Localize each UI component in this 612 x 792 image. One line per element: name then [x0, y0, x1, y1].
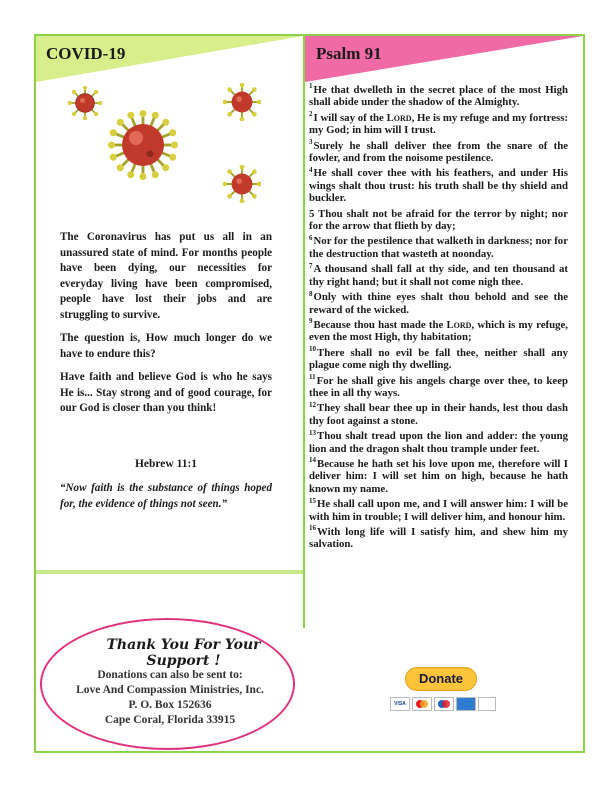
virus-icon: [223, 83, 261, 121]
verse-number: 12: [309, 400, 316, 409]
verse-text: Surely he shall deliver thee from the snare of the fowler, and from the noisome pestilence.: [309, 139, 568, 165]
verse-text: He shall cover thee with his feathers, and under His wings shalt thou trust: his truth shall be thy shield and buckler.: [309, 167, 568, 205]
psalm-verse: [309, 430, 568, 455]
psalm-verse: [309, 526, 568, 551]
psalm-verse: [309, 458, 568, 495]
verse-text: 5 Thou shalt not be afraid for the terror by night; nor for the arrow that flieth by day;: [309, 207, 568, 233]
verse-text: I will say of the: [313, 111, 387, 124]
verse-lord: Lord: [446, 318, 472, 331]
virus-icon: [223, 165, 261, 203]
verse-text: They shall bear thee up in their hands, lest thou dash thy foot against a stone.: [309, 402, 568, 427]
psalm-verse: [309, 235, 568, 260]
verse-text: Because he hath set his love upon me, therefore will I deliver him: I will set him on high, because he hath known my name.: [309, 457, 568, 495]
verse-number: 2: [309, 110, 313, 119]
psalm-verse: [309, 208, 568, 233]
psalm-text: [309, 84, 568, 554]
address-line: Donations can also be sent to:: [97, 669, 243, 681]
verse-text: He that dwelleth in the secret place of the most High shall abide under the shadow of the Almighty.: [309, 84, 568, 109]
maestro-card-icon: [434, 697, 454, 711]
verse-number: 3: [309, 138, 313, 147]
mailing-address: [70, 668, 270, 728]
verse-text: With long life will I satisfy him, and shew him my salvation.: [309, 526, 568, 551]
verse-lord: Lord: [386, 111, 412, 124]
visa-card-icon: VISA: [390, 697, 410, 711]
psalm-verse: [309, 112, 568, 137]
verse-number: 8: [309, 289, 313, 298]
column-divider: [303, 36, 305, 628]
covid-message: [60, 230, 272, 425]
verse-text: Nor for the pestilence that walketh in darkness; nor for the destruction that wasteth at noonday.: [309, 235, 568, 260]
verse-number: 13: [309, 428, 316, 437]
verse-number: 4: [309, 165, 313, 174]
verse-text: A thousand shall fall at thy side, and ten thousand at thy right hand; but it shall not come nigh thee.: [309, 263, 568, 288]
verse-number: 9: [309, 317, 313, 326]
verse-text: There shall no evil be fall thee, neither shall any plague come nigh thy dwelling.: [309, 346, 568, 372]
psalm-verse: [309, 167, 568, 204]
discover-card-icon: [478, 697, 496, 711]
verse-text: , He is my refuge and my fortress: my God; in him will I trust.: [309, 111, 568, 137]
paragraph: Have faith and believe God is who he says He is... Stay strong and of good courage, for our God is closer than you think!: [60, 371, 272, 414]
paragraph: The question is, How much longer do we have to endure this?: [60, 332, 272, 360]
psalm-verse: [309, 84, 568, 109]
address-line: Cape Coral, Florida 33915: [104, 714, 236, 726]
virus-icon: [108, 110, 178, 180]
covid-title: COVID-19: [46, 44, 126, 63]
psalm-verse: [309, 140, 568, 165]
paragraph: The Coronavirus has put us all in an unassured state of mind. For months people have been dying, our necessities for everyday living have been compromised, people have lost their jobs and are struggling to survive.: [60, 231, 272, 321]
payment-cards: [390, 697, 496, 713]
psalm-verse: [309, 347, 568, 372]
address-line: P. O. Box 152636: [128, 699, 212, 711]
verse-number: 6: [309, 233, 313, 242]
psalm-verse: [309, 291, 568, 316]
verse-number: 16: [309, 524, 316, 533]
verse-text: For he shall give his angels charge over thee, to keep thee in all thy ways.: [309, 374, 568, 399]
address-line: Love And Compassion Ministries, Inc.: [76, 684, 264, 696]
verse-text: He shall call upon me, and I will answer him: I will be with him in trouble; I will deliver him, and honour him.: [309, 498, 568, 523]
verse-number: 10: [309, 345, 316, 354]
verse-number: 15: [309, 496, 316, 505]
donate-button[interactable]: Donate: [405, 667, 477, 691]
verse-text: Only with thine eyes shalt thou behold and see the reward of the wicked.: [309, 291, 568, 316]
virus-icon: [68, 86, 102, 120]
verse-number: 7: [309, 261, 313, 270]
mastercard-icon: [412, 697, 432, 711]
verse-text: Because thou hast made the: [313, 318, 447, 331]
verse-number: 14: [309, 456, 316, 465]
section-rule: [36, 570, 303, 574]
psalm-verse: [309, 319, 568, 344]
verse-text: , which is my refuge, even the most High, thy habitation;: [309, 318, 568, 344]
verse-number: 11: [309, 372, 316, 381]
amex-card-icon: [456, 697, 476, 711]
thank-you-heading: Thank You For Your Support !: [106, 637, 261, 669]
scripture-quote: “Now faith is the substance of things hoped for, the evidence of things not seen.”: [60, 482, 272, 510]
verse-number: 1: [309, 82, 313, 91]
psalm-verse: [309, 263, 568, 288]
scripture-reference: Hebrew 11:1: [134, 458, 198, 470]
psalm-title: Psalm 91: [316, 44, 382, 63]
verse-text: Thou shalt tread upon the lion and adder: the young lion and the dragon shalt thou trample under feet.: [309, 430, 568, 455]
coronavirus-illustration: [60, 80, 280, 210]
psalm-verse: [309, 372, 568, 400]
psalm-verse: [309, 498, 568, 523]
psalm-verse: [309, 402, 568, 427]
